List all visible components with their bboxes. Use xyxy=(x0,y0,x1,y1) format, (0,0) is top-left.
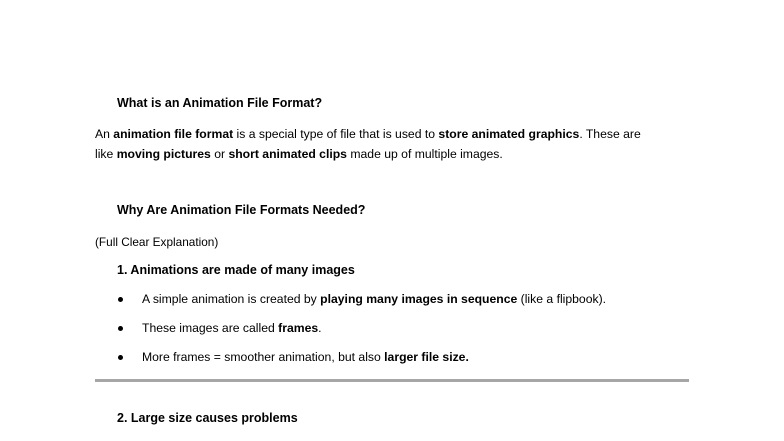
bold-text-run: playing many images in sequence xyxy=(320,292,518,306)
bullet-dot xyxy=(118,297,123,302)
bullet-item-3 xyxy=(142,350,469,364)
bullet-dot xyxy=(118,355,123,360)
text-run: or xyxy=(210,147,229,161)
text-run: . These are xyxy=(579,127,641,141)
text-run: like xyxy=(95,147,117,161)
heading-what-is-animation-format: What is an Animation File Format? xyxy=(117,96,323,110)
subnote-full-explanation: (Full Clear Explanation) xyxy=(95,235,219,249)
bold-text-run: short animated clips xyxy=(228,147,347,161)
text-run: These images are called xyxy=(142,321,279,335)
heading-why-needed: Why Are Animation File Formats Needed? xyxy=(117,203,366,217)
text-run: made up of multiple images. xyxy=(346,147,503,161)
text-run: An xyxy=(95,127,114,141)
bullet-dot xyxy=(118,326,123,331)
text-run: More frames = smoother animation, but also xyxy=(142,350,385,364)
text-run: . xyxy=(318,321,322,335)
text-run: is a special type of file that is used to xyxy=(233,127,439,141)
intro-paragraph-line-2 xyxy=(95,144,503,164)
text-run: A simple animation is created by xyxy=(142,292,321,306)
point-1-heading: 1. Animations are made of many images xyxy=(117,263,355,277)
bold-text-run: store animated graphics xyxy=(438,127,580,141)
bullet-item-2 xyxy=(142,321,322,335)
bold-text-run: moving pictures xyxy=(116,147,211,161)
text-run: (like a flipbook). xyxy=(517,292,607,306)
section-divider xyxy=(95,379,689,382)
bold-text-run: animation file format xyxy=(113,127,234,141)
bullet-item-1 xyxy=(142,292,606,306)
intro-paragraph-line-1 xyxy=(95,124,641,144)
bold-text-run: larger file size. xyxy=(384,350,469,364)
bold-text-run: frames xyxy=(278,321,319,335)
point-2-heading: 2. Large size causes problems xyxy=(117,411,298,425)
